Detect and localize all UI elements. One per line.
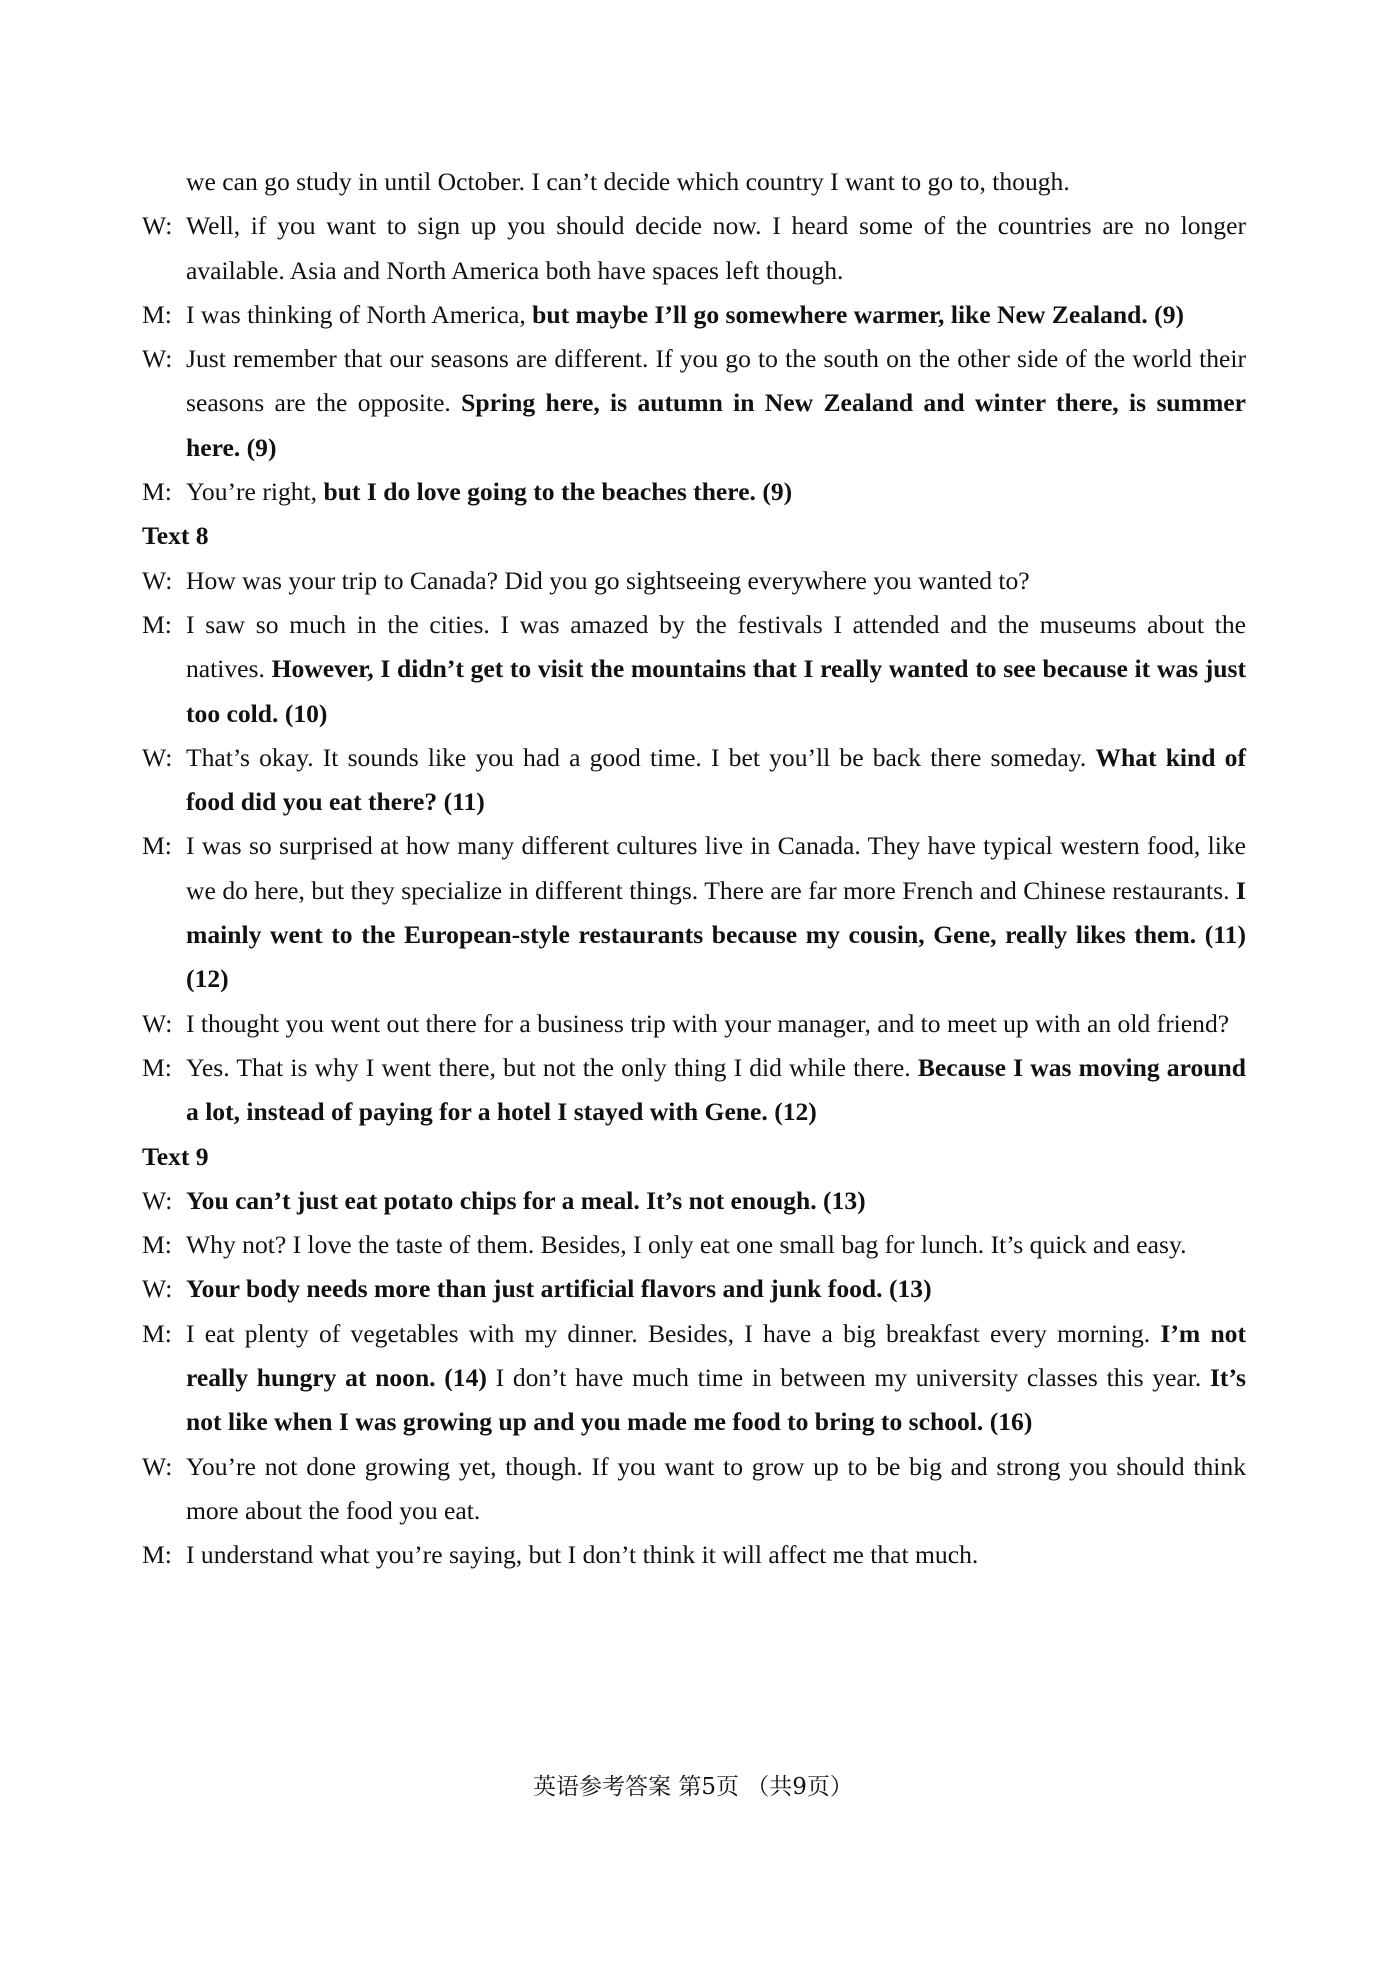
dialogue-turn xyxy=(142,1312,1246,1445)
dialogue-turn xyxy=(142,470,1246,514)
dialogue-turn xyxy=(142,337,1246,470)
dialogue-turn xyxy=(142,1223,1246,1267)
dialogue-turn xyxy=(142,1179,1246,1223)
dialogue-turn xyxy=(142,293,1246,337)
dialogue-turn xyxy=(142,1267,1246,1311)
dialogue-text: That’s okay. It sounds like you had a good time. I bet you’ll be back there someday. xyxy=(186,742,1096,772)
dialogue-turn xyxy=(142,1002,1246,1046)
speaker-label: M: xyxy=(142,1318,172,1348)
answer-evidence-text: Because I was moving around a lot, instead of paying for a hotel I stayed with Gene. (12) xyxy=(186,1052,1246,1127)
speaker-label: W: xyxy=(142,1008,173,1038)
dialogue-text: How was your trip to Canada? Did you go sightseeing everywhere you wanted to? xyxy=(186,565,1030,595)
speaker-label: M: xyxy=(142,1230,172,1260)
speaker-label: W: xyxy=(142,742,173,772)
dialogue-text: I don’t have much time in between my university classes this year. xyxy=(486,1363,1210,1393)
dialogue-turn xyxy=(142,160,1246,204)
dialogue-text: I was so surprised at how many different cultures live in Canada. They have typical western food, like we do here, but they specialize in different things. There are far more French and Chinese restaurants. xyxy=(186,831,1246,905)
answer-evidence-text: Your body needs more than just artificial flavors and junk food. (13) xyxy=(186,1274,932,1304)
dialogue-turn xyxy=(142,1533,1246,1577)
speaker-label: W: xyxy=(142,565,173,595)
speaker-label: W: xyxy=(142,211,173,241)
dialogue-text: Well, if you want to sign up you should decide now. I heard some of the countries are no longer available. Asia and North America both have spaces left though. xyxy=(186,211,1246,285)
dialogue-turn xyxy=(142,204,1246,293)
answer-evidence-text: What kind of food did you eat there? (11) xyxy=(186,742,1246,817)
dialogue-turn xyxy=(142,1445,1246,1534)
dialogue-text: I eat plenty of vegetables with my dinner. Besides, I have a big breakfast every morning. xyxy=(186,1318,1161,1348)
dialogue-turn xyxy=(142,1046,1246,1135)
answer-evidence-text: However, I didn’t get to visit the mountains that I really wanted to see because it was just too cold. (10) xyxy=(186,654,1247,728)
dialogue-text: You’re right, xyxy=(186,477,324,507)
dialogue-text: I saw so much in the cities. I was amazed by the festivals I attended and the museums about the natives. xyxy=(186,609,1246,684)
speaker-label: M: xyxy=(142,477,172,507)
speaker-label: M: xyxy=(142,1052,172,1082)
answer-evidence-text: It’s not like when I was growing up and you made me food to bring to school. (16) xyxy=(186,1363,1246,1437)
dialogue-text: Why not? I love the taste of them. Besides, I only eat one small bag for lunch. It’s quick and easy. xyxy=(186,1230,1187,1260)
page-footer: 英语参考答案 第5页 （共9页） xyxy=(533,1774,853,1800)
speaker-label: W: xyxy=(142,1185,173,1215)
dialogue-text: we can go study in until October. I can’t decide which country I want to go to, though. xyxy=(186,167,1070,196)
dialogue-text: I thought you went out there for a business trip with your manager, and to meet up with an old friend? xyxy=(186,1008,1230,1038)
speaker-label: M: xyxy=(142,299,172,329)
speaker-label: M: xyxy=(142,1540,172,1570)
dialogue-text: I was thinking of North America, xyxy=(186,299,533,329)
speaker-label: W: xyxy=(142,1274,173,1304)
dialogue-turn xyxy=(142,824,1246,1001)
dialogue-turn xyxy=(142,559,1246,603)
document-body xyxy=(142,160,1246,1578)
answer-evidence-text: I mainly went to the European-style restaurants because my cousin, Gene, really likes them. (11) (12) xyxy=(186,875,1246,994)
speaker-label: M: xyxy=(142,609,172,639)
dialogue-turn xyxy=(142,603,1246,736)
speaker-label: W: xyxy=(142,1451,173,1481)
dialogue-text: I understand what you’re saying, but I don’t think it will affect me that much. xyxy=(186,1540,979,1570)
speaker-label: M: xyxy=(142,831,172,861)
dialogue-text: Just remember that our seasons are different. If you go to the south on the other side of the world their seasons are the opposite. xyxy=(186,344,1246,418)
dialogue-turn xyxy=(142,736,1246,825)
speaker-label: W: xyxy=(142,344,173,374)
section-heading: Text 8 xyxy=(142,521,209,551)
section-heading: Text 9 xyxy=(142,1141,209,1171)
dialogue-text: You’re not done growing yet, though. If you want to grow up to be big and strong you should think more about the food you eat. xyxy=(186,1451,1246,1525)
answer-evidence-text: Spring here, is autumn in New Zealand and winter there, is summer here. (9) xyxy=(186,388,1246,462)
dialogue-text: Yes. That is why I went there, but not the only thing I did while there. xyxy=(186,1052,918,1082)
answer-evidence-text: You can’t just eat potato chips for a meal. It’s not enough. (13) xyxy=(186,1185,866,1215)
answer-evidence-text: but maybe I’ll go somewhere warmer, like New Zealand. (9) xyxy=(532,299,1185,329)
answer-evidence-text: I’m not really hungry at noon. (14) xyxy=(186,1318,1246,1393)
answer-evidence-text: but I do love going to the beaches there. (9) xyxy=(323,477,793,507)
